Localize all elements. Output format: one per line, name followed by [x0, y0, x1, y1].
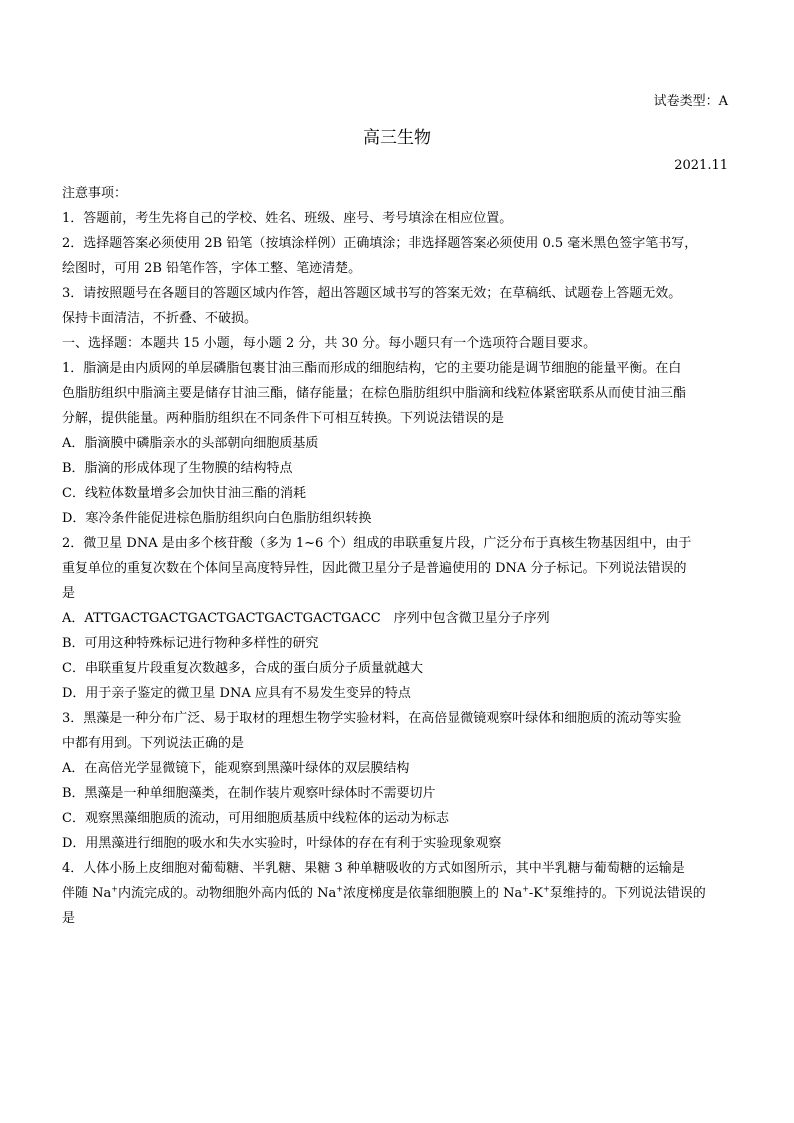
q4-sup-2: +	[336, 884, 343, 894]
q4-text-e: 泵维持的。下列说法错误的	[549, 886, 706, 901]
q1-stem-line-1: 1．脂滴是由内质网的单层磷脂包裹甘油三酯而形成的细胞结构，它的主要功能是调节细胞的能量平衡。在白	[62, 361, 682, 376]
q2-stem-line-2: 重复单位的重复次数在个体间呈高度特异性，因此微卫星分子是普遍使用的 DNA 分子标记。下列说法错误的	[62, 561, 687, 576]
q3-option-c: C．观察黑藻细胞质的流动，可用细胞质基质中线粒体的运动为标志	[62, 811, 449, 826]
q1-option-b: B．脂滴的形成体现了生物膜的结构特点	[62, 461, 293, 476]
q2-stem-line-3: 是	[62, 586, 76, 601]
q3-option-a: A．在高倍光学显微镜下，能观察到黑藻叶绿体的双层膜结构	[62, 761, 410, 776]
note-2-line-1: 2．选择题答案必须使用 2B 铅笔（按填涂样例）正确填涂；非选择题答案必须使用 0.5 毫米黑色签字笔书写，	[62, 236, 698, 251]
q4-text-d: -K	[528, 886, 544, 901]
q3-stem-line-2: 中都有用到。下列说法正确的是	[62, 736, 245, 751]
exam-date: 2021.11	[674, 158, 728, 173]
q3-stem-line-1: 3．黑藻是一种分布广泛、易于取材的理想生物学实验材料，在高倍显微镜观察叶绿体和细胞质的流动等实验	[62, 711, 682, 726]
q4-sup-1: +	[111, 884, 118, 894]
q3-option-b: B．黑藻是一种单细胞藻类，在制作装片观察叶绿体时不需要切片	[62, 786, 436, 801]
q4-stem-line-3: 是	[62, 911, 76, 926]
q4-sup-4: +	[543, 884, 550, 894]
q1-option-d: D．寒冷条件能促进棕色脂肪组织向白色脂肪组织转换	[62, 511, 372, 526]
note-3-line-2: 保持卡面清洁，不折叠、不破损。	[62, 311, 258, 326]
q2-option-b: B．可用这种特殊标记进行物种多样性的研究	[62, 636, 319, 651]
note-3-line-1: 3．请按照题号在各题目的答题区域内作答，超出答题区域书写的答案无效；在草稿纸、试题卷上答题无效。	[62, 286, 682, 301]
note-2-line-2: 绘图时，可用 2B 铅笔作答，字体工整、笔迹清楚。	[62, 261, 362, 276]
notes-heading: 注意事项：	[62, 186, 128, 201]
q2-option-a: A．ATTGACTGACTGACTGACTGACTGACTGACC 序列中包含微卫星分子序列	[62, 611, 550, 626]
q4-stem-line-1: 4．人体小肠上皮细胞对葡萄糖、半乳糖、果糖 3 种单糖吸收的方式如图所示，其中半乳糖与葡萄糖的运输是	[62, 861, 685, 876]
exam-type-label: 试卷类型：A	[653, 94, 728, 109]
section-1-heading: 一、选择题：本题共 15 小题，每小题 2 分，共 30 分。每小题只有一个选项符合题目要求。	[62, 336, 597, 351]
page-title: 高三生物	[363, 128, 431, 148]
note-1: 1．答题前，考生先将自己的学校、姓名、班级、座号、考号填涂在相应位置。	[62, 211, 513, 226]
q4-stem-line-2	[62, 881, 736, 906]
q2-option-c: C．串联重复片段重复次数越多，合成的蛋白质分子质量就越大	[62, 661, 423, 676]
q3-option-d: D．用黑藻进行细胞的吸水和失水实验时，叶绿体的存在有利于实验现象观察	[62, 836, 502, 851]
q4-text-b: 内流完成的。动物细胞外高内低的 Na	[117, 886, 337, 901]
q1-option-c: C．线粒体数量增多会加快甘油三酯的消耗	[62, 486, 306, 501]
q4-sup-3: +	[522, 884, 529, 894]
exam-body	[62, 181, 736, 931]
q4-text-a: 伴随 Na	[62, 886, 112, 901]
q1-stem-line-2: 色脂肪组织中脂滴主要是储存甘油三酯，储存能量；在棕色脂肪组织中脂滴和线粒体紧密联系从而使甘油三酯	[62, 386, 687, 401]
q1-stem-line-3: 分解，提供能量。两种脂肪组织在不同条件下可相互转换。下列说法错误的是	[62, 411, 505, 426]
q1-option-a: A．脂滴膜中磷脂亲水的头部朝向细胞质基质	[62, 436, 319, 451]
q4-text-c: 浓度梯度是依靠细胞膜上的 Na	[342, 886, 523, 901]
q2-stem-line-1: 2．微卫星 DNA 是由多个核苷酸（多为 1~6 个）组成的串联重复片段，广泛分布于真核生物基因组中，由于	[62, 536, 692, 551]
q2-option-d: D．用于亲子鉴定的微卫星 DNA 应具有不易发生变异的特点	[62, 686, 411, 701]
